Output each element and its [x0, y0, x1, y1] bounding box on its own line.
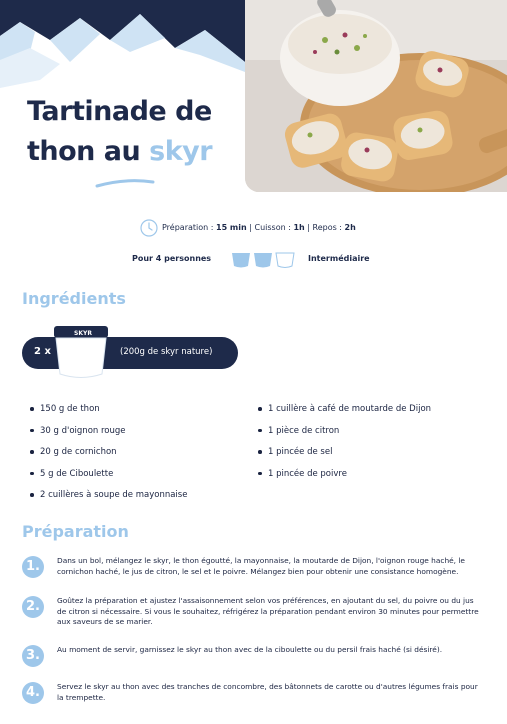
step-text: Goûtez la préparation et ajustez l'assaisonnement selon vos préférences, en ajoutant du sel, du poivre ou du jus de citron si nécessaire. Si vous le souhaitez, réfrigérez la préparation pendant environ 30 minutes pour permettre aux saveurs de se marier. [57, 596, 479, 626]
title-accent-word: skyr [149, 136, 213, 167]
preparation-heading: Préparation [22, 522, 129, 541]
skyr-quantity: 2 x [34, 346, 51, 357]
list-item: 1 cuillère à café de moutarde de Dijon [258, 402, 431, 424]
clock-icon [140, 219, 158, 237]
skyr-pot-brand: SKYR [74, 330, 92, 337]
list-item: 150 g de thon [30, 402, 187, 424]
ingredient-list-left [30, 402, 187, 510]
list-item: 1 pincée de poivre [258, 467, 431, 489]
prep-label: Préparation : [162, 223, 216, 232]
cook-label: | Cuisson : [246, 223, 294, 232]
timing-row [0, 219, 507, 241]
list-item: 2 cuillères à soupe de mayonnaise [30, 488, 187, 510]
timing-text [162, 223, 356, 232]
title-line-1: Tartinade de [27, 96, 212, 127]
step-text: Au moment de servir, garnissez le skyr au thon avec de la ciboulette ou du persil frais haché (si désiré). [57, 645, 443, 654]
list-item: 1 pincée de sel [258, 445, 431, 467]
skyr-pot-icon [52, 324, 110, 382]
recipe-photo [245, 0, 507, 192]
skyr-description: (200g de skyr nature) [120, 347, 213, 357]
title-line-2: thon au [27, 136, 150, 167]
servings-label: Pour 4 personnes [132, 254, 212, 263]
tuna-spread-illustration [245, 0, 507, 192]
cook-value: 1h [293, 223, 305, 232]
ingredients-heading: Ingrédients [22, 289, 126, 308]
list-item: 5 g de Ciboulette [30, 467, 187, 489]
prep-value: 15 min [216, 223, 247, 232]
step-number-badge: 3. [22, 645, 44, 667]
difficulty-cups-icon [230, 248, 300, 270]
step-number-badge: 1. [22, 556, 44, 578]
recipe-title [27, 92, 212, 172]
rest-label: | Repos : [304, 223, 345, 232]
list-item: 30 g d'oignon rouge [30, 424, 187, 446]
serving-row [0, 248, 507, 270]
ingredient-list-right [258, 402, 431, 488]
step-text: Dans un bol, mélangez le skyr, le thon égoutté, la mayonnaise, la moutarde de Dijon, l'oignon rouge haché, le cornichon haché, le jus de citron, le sel et le poivre. Mélangez bien pour obtenir une consistance homogène. [57, 556, 465, 576]
list-item: 1 pièce de citron [258, 424, 431, 446]
mountain-header-graphic [0, 0, 260, 95]
step-number-badge: 4. [22, 682, 44, 704]
list-item: 20 g de cornichon [30, 445, 187, 467]
title-underline-swoosh [95, 176, 155, 190]
difficulty-label: Intermédiaire [308, 254, 370, 263]
rest-value: 2h [344, 223, 356, 232]
step-number-badge: 2. [22, 596, 44, 618]
step-text: Servez le skyr au thon avec des tranches de concombre, des bâtonnets de carotte ou d'autres légumes frais pour la trempette. [57, 682, 478, 702]
